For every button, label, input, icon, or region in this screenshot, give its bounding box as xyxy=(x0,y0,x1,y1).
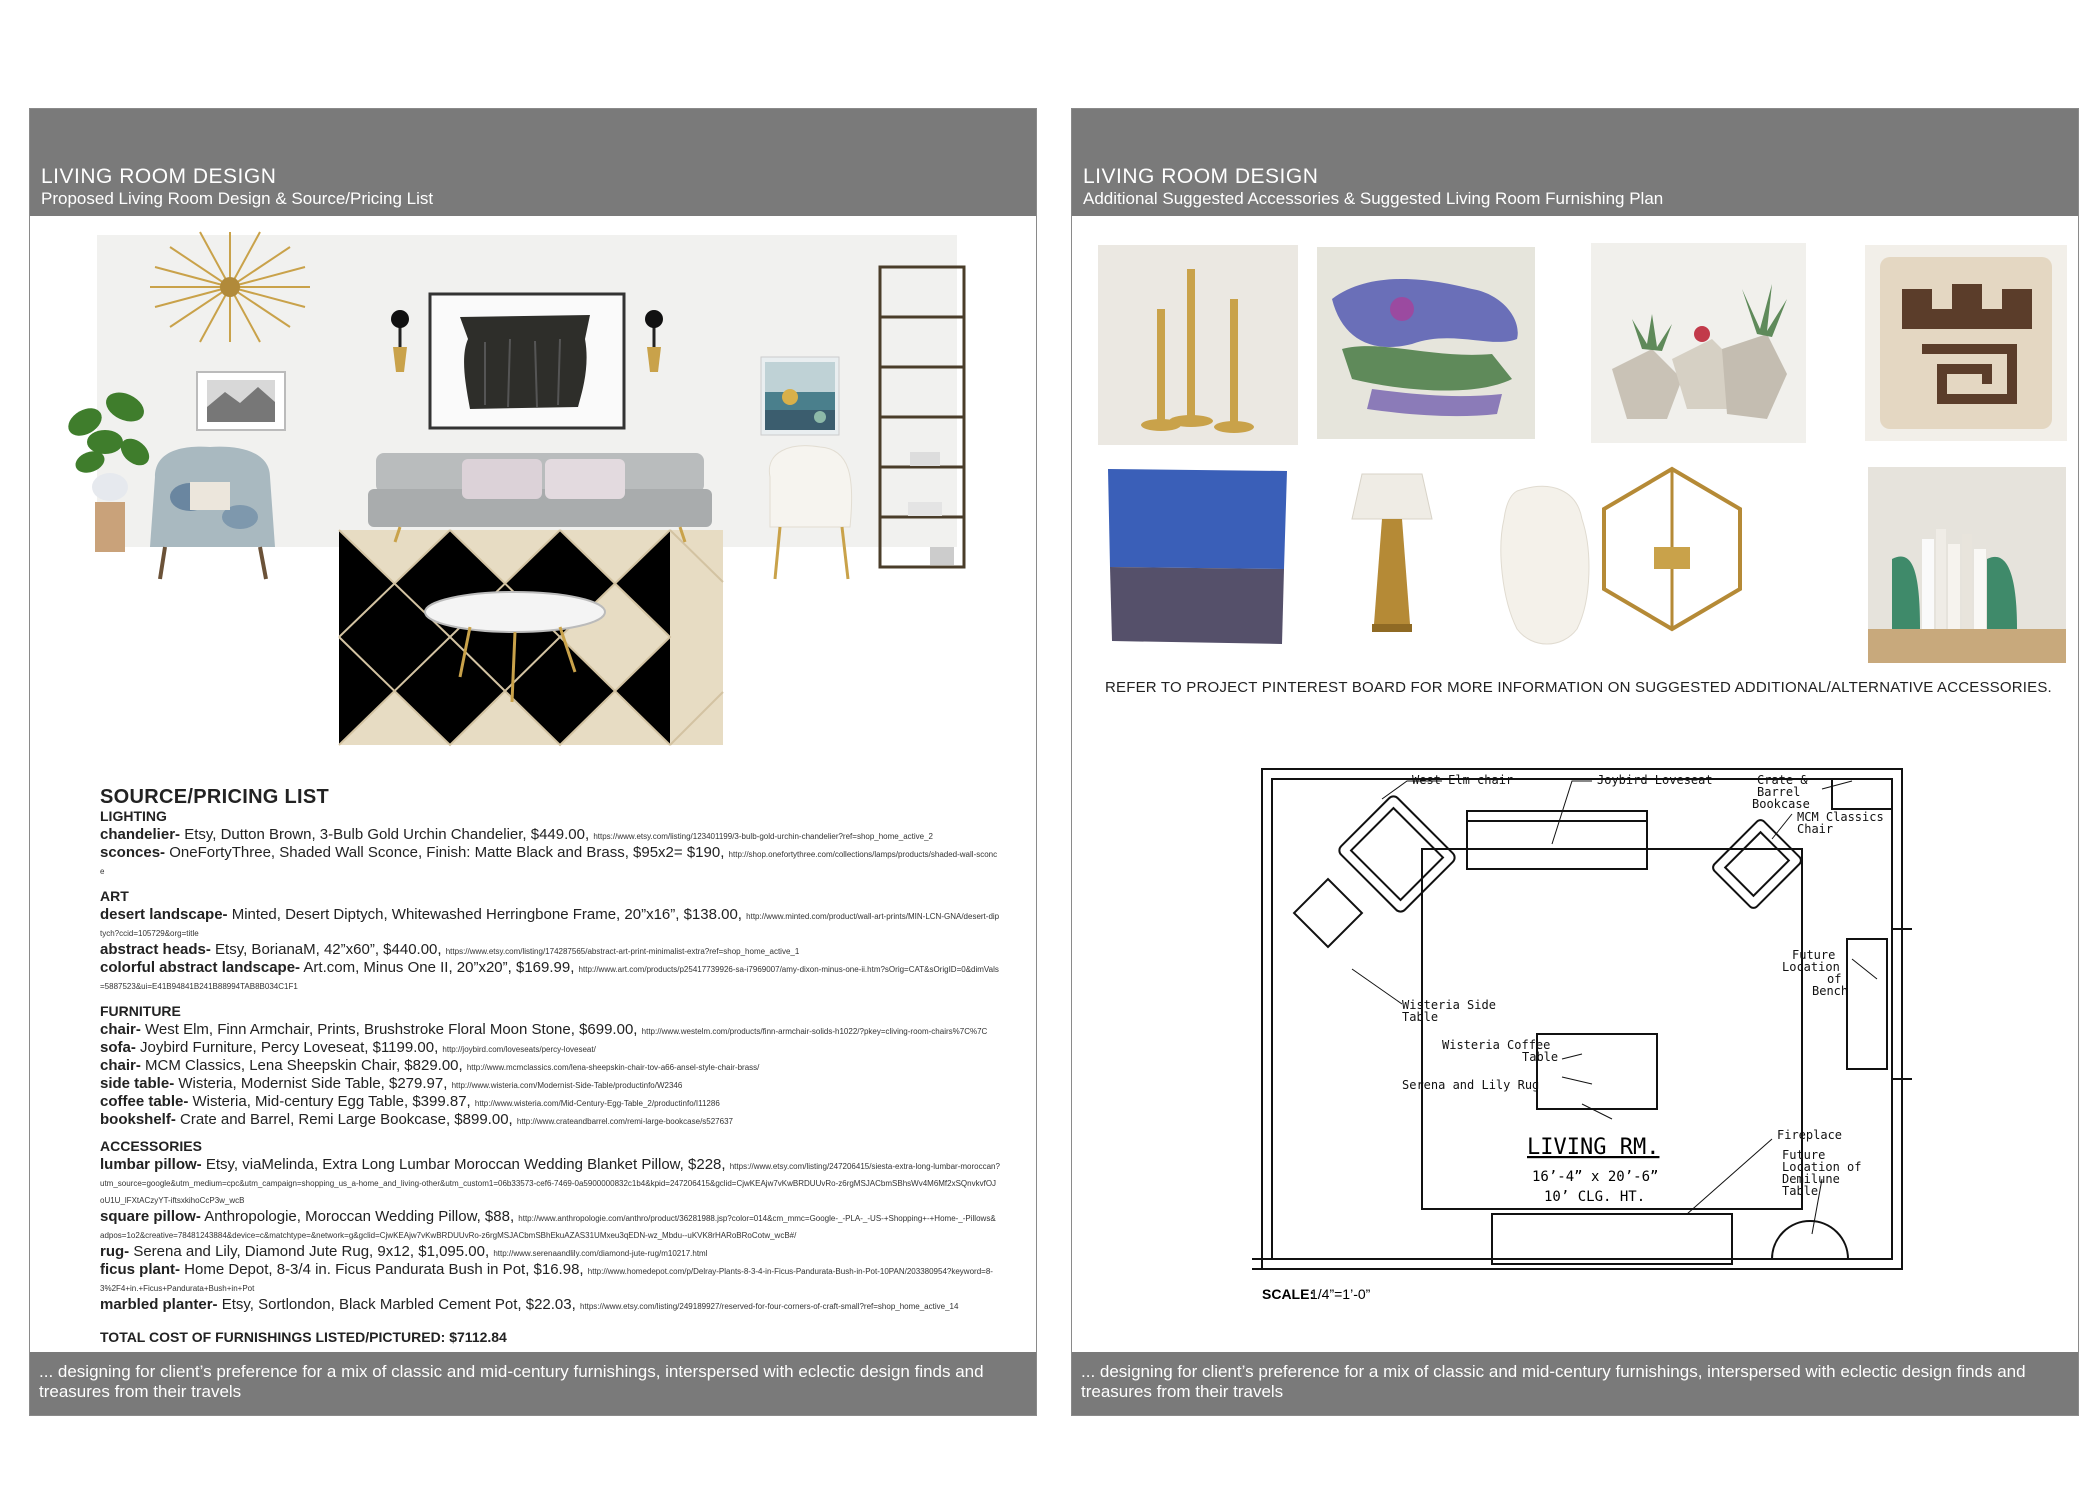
brass-wall-candle-holder-image xyxy=(1604,469,1740,629)
item-text: Etsy, BorianaM, 42”x60”, $440.00, xyxy=(210,941,442,958)
source-item xyxy=(100,959,1000,993)
brass-candlesticks-image xyxy=(1098,245,1298,445)
source-item xyxy=(100,826,1000,843)
agate-bookends-image xyxy=(1868,467,2066,663)
source-item xyxy=(100,844,1000,878)
item-url[interactable]: http://www.serenaandlily.com/diamond-jute-rug/m10217.html xyxy=(493,1249,708,1258)
accessories-grid xyxy=(1072,229,2079,779)
source-item xyxy=(100,1243,1000,1260)
item-label: ficus plant- xyxy=(100,1261,181,1278)
item-label: coffee table- xyxy=(100,1093,189,1110)
source-item xyxy=(100,1093,1000,1110)
item-label: sofa- xyxy=(100,1039,136,1056)
category-heading: LIGHTING xyxy=(100,808,167,824)
item-url[interactable]: http://www.crateandbarrel.com/remi-large-bookcase/s527637 xyxy=(516,1117,733,1126)
colorful-abstract-landscape-art xyxy=(761,357,839,435)
item-label: sconces- xyxy=(100,844,166,861)
item-text: MCM Classics, Lena Sheepskin Chair, $829.00, xyxy=(140,1057,463,1074)
item-url[interactable]: https://www.etsy.com/listing/123401199/3-bulb-gold-urchin-chandelier?ref=shop_home_active_2 xyxy=(593,832,933,841)
item-url[interactable]: https://www.etsy.com/listing/247206415/siesta-extra-long-lumbar-moroccan?utm_source=google&utm_medium=cpc&utm_campaign=shopping_us_a-home_and_living-other&utm_custom1=06b33573-cef6-7469-0a5900000832c1b4&kpid=247206415&gclid=CjwKEAjw7vKwBRDUUvRo-z6rgMSJACbmSBhsWv4M6Mf2xSQnvkvfOJoU1U_lFXtACzyYT-iftsxkihoCcP3w_wcB xyxy=(100,1162,1000,1205)
plan-label-coffee-table-2: Table xyxy=(1522,1050,1559,1064)
plan-label-rug: Serena and Lily Rug xyxy=(1402,1078,1540,1092)
item-label: chandelier- xyxy=(100,826,181,843)
item-url[interactable]: https://www.etsy.com/listing/249189927/reserved-for-four-corners-of-craft-small?ref=shop_home_active_14 xyxy=(579,1302,959,1311)
mcm-chair-outline xyxy=(1711,818,1803,910)
source-list-title: SOURCE/PRICING LIST xyxy=(100,786,330,808)
total-cost: TOTAL COST OF FURNISHINGS LISTED/PICTURED: $7112.84 xyxy=(100,1329,507,1345)
left-header-banner xyxy=(30,109,1036,216)
item-label: marbled planter- xyxy=(100,1296,218,1313)
left-footer-text: ... designing for client’s preference for a mix of classic and mid-century furnishings, interspersed with eclectic design finds and treasures from their travels xyxy=(39,1362,984,1401)
item-text: Minted, Desert Diptych, Whitewashed Herringbone Frame, 20”x16”, $138.00, xyxy=(227,906,742,923)
right-header-subtitle: Additional Suggested Accessories & Suggested Living Room Furnishing Plan xyxy=(1083,189,1664,208)
item-url[interactable]: http://www.anthropologie.com/anthro/product/36281988.jsp?color=014&cm_mmc=Google-_-PLA-_-US-+Shopping+-+Home-_-Pillows&adpos=1o2&creative=78481243884&device=c&matchtype=&network=g&gclid=CjwKEAjw7vKwBRDUUvRo-z6rgMSJACbmSBhEkuAZAS31UMxeu3qEDN-wz_Mbdu--uKVK8rHARoBRoCotw_wcB#/ xyxy=(100,1214,996,1240)
mood-board-collage xyxy=(30,227,1037,787)
plan-label-bookcase-2: Barrel xyxy=(1757,785,1801,799)
source-item xyxy=(100,1296,1000,1313)
pinterest-note: REFER TO PROJECT PINTEREST BOARD FOR MORE INFORMATION ON SUGGESTED ADDITIONAL/ALTERNATIVE ACCESSORIES. xyxy=(1105,679,2052,696)
item-label: bookshelf- xyxy=(100,1111,176,1128)
source-item xyxy=(100,1039,1000,1056)
abstract-heads-art xyxy=(430,294,624,428)
kilim-pillow-image xyxy=(1865,245,2067,441)
plan-label-side-table-2: Table xyxy=(1402,1010,1439,1024)
right-footer-text: ... designing for client’s preference for a mix of classic and mid-century furnishings, interspersed with eclectic design finds and treasures from their travels xyxy=(1081,1362,2026,1401)
item-url[interactable]: http://www.art.com/products/p25417739926-sa-i7969007/amy-dixon-minus-one-ii.htm?sOrig=CAT&sOrigID=0&dimVals=5887523&ui=E41B94841B241B88994TAB8B034C1F1 xyxy=(100,965,999,991)
item-url[interactable]: http://shop.onefortythree.com/collections/lamps/products/shaded-wall-sconce xyxy=(100,850,998,876)
plan-label-bench-1: Future xyxy=(1792,948,1836,962)
plan-label-demilune-3: Demilune xyxy=(1782,1172,1840,1186)
category-heading: FURNITURE xyxy=(100,1003,181,1019)
plan-label-mcm-1: MCM Classics xyxy=(1797,810,1884,824)
source-item xyxy=(100,1021,1000,1038)
item-text: Etsy, Dutton Brown, 3-Bulb Gold Urchin Chandelier, $449.00, xyxy=(180,826,590,843)
item-label: abstract heads- xyxy=(100,941,211,958)
west-elm-chair-outline xyxy=(1337,794,1457,914)
category-heading: ACCESSORIES xyxy=(100,1138,202,1154)
item-text: Joybird Furniture, Percy Loveseat, $1199.00, xyxy=(135,1039,439,1056)
plan-label-west-elm-chair: West Elm chair xyxy=(1412,773,1514,787)
item-label: chair- xyxy=(100,1021,141,1038)
source-item xyxy=(100,941,1000,958)
chandelier-image xyxy=(150,232,310,342)
plan-label-mcm-2: Chair xyxy=(1797,822,1834,836)
abstract-landscape-painting-image xyxy=(1317,247,1535,439)
side-table-outline xyxy=(1294,879,1362,947)
brass-table-lamp-image xyxy=(1352,474,1432,632)
plan-label-demilune-1: Future xyxy=(1782,1148,1826,1162)
item-url[interactable]: http://www.mcmclassics.com/lena-sheepskin-chair-tov-a66-ansel-style-chair-brass/ xyxy=(466,1063,760,1072)
room-name: LIVING RM. xyxy=(1527,1135,1660,1160)
source-item xyxy=(100,1208,1000,1242)
right-header-banner xyxy=(1072,109,2078,216)
item-url[interactable]: http://www.westelm.com/products/finn-armchair-solids-h1022/?pkey=cliving-room-chairs%7C%7C xyxy=(641,1027,988,1036)
plan-label-bookcase-3: Bookcase xyxy=(1752,797,1810,811)
plan-label-fireplace: Fireplace xyxy=(1777,1128,1843,1142)
plan-label-side-table-1: Wisteria Side xyxy=(1402,998,1496,1012)
blue-dip-dye-pillow-image xyxy=(1098,461,1298,651)
desert-landscape-art xyxy=(197,372,285,430)
plan-label-coffee-table-1: Wisteria Coffee xyxy=(1442,1038,1551,1052)
loveseat-outline xyxy=(1467,811,1647,869)
item-url[interactable]: http://www.minted.com/product/wall-art-prints/MIN-LCN-GNA/desert-diptych?ccid=105729&org=title xyxy=(100,912,1000,938)
source-item xyxy=(100,1057,1000,1074)
plan-label-demilune-4: Table xyxy=(1782,1184,1819,1198)
scale-value: 1/4”=1’-0” xyxy=(1310,1286,1371,1302)
demilune-outline xyxy=(1772,1221,1848,1259)
sheepskin-chair-image xyxy=(769,446,851,579)
item-url[interactable]: http://www.wisteria.com/Mid-Century-Egg-Table_2/productinfo/I11286 xyxy=(474,1099,720,1108)
source-item xyxy=(100,1261,1000,1295)
category-heading: ART xyxy=(100,888,129,904)
item-text: West Elm, Finn Armchair, Prints, Brushstroke Floral Moon Stone, $699.00, xyxy=(140,1021,638,1038)
plan-label-bench-4: Bench xyxy=(1812,984,1849,998)
item-text: Wisteria, Modernist Side Table, $279.97, xyxy=(174,1075,448,1092)
left-header-subtitle: Proposed Living Room Design & Source/Pricing List xyxy=(41,189,434,208)
geometric-planters-image xyxy=(1591,243,1806,443)
left-footer-banner xyxy=(30,1352,1036,1415)
scale-label: SCALE: xyxy=(1262,1286,1315,1302)
item-url[interactable]: http://www.wisteria.com/Modernist-Side-Table/productinfo/W2346 xyxy=(451,1081,683,1090)
item-label: side table- xyxy=(100,1075,175,1092)
ceiling-height: 10’ CLG. HT. xyxy=(1544,1189,1646,1205)
source-item xyxy=(100,1111,1000,1128)
left-header-title: LIVING ROOM DESIGN xyxy=(41,165,277,188)
item-text: Crate and Barrel, Remi Large Bookcase, $899.00, xyxy=(175,1111,513,1128)
item-label: lumbar pillow- xyxy=(100,1156,202,1173)
item-url[interactable]: http://joybird.com/loveseats/percy-loveseat/ xyxy=(442,1045,596,1054)
item-url[interactable]: https://www.etsy.com/listing/174287565/abstract-art-print-minimalist-extra?ref=shop_home_active_1 xyxy=(445,947,800,956)
right-page xyxy=(1071,108,2079,1416)
source-pricing-list xyxy=(100,786,1000,1346)
item-label: square pillow- xyxy=(100,1208,201,1225)
item-label: chair- xyxy=(100,1057,141,1074)
left-page xyxy=(29,108,1037,1416)
plan-label-bench-3: of xyxy=(1827,972,1842,986)
west-elm-armchair-image xyxy=(150,447,275,579)
item-text: Art.com, Minus One II, 20”x20”, $169.99, xyxy=(300,959,575,976)
source-item xyxy=(100,1075,1000,1092)
fireplace-outline xyxy=(1492,1214,1732,1264)
item-text: Home Depot, 8-3/4 in. Ficus Pandurata Bush in Pot, $16.98, xyxy=(180,1261,584,1278)
coffee-table-outline xyxy=(1537,1034,1657,1109)
plan-label-bench-2: Location xyxy=(1782,960,1840,974)
source-item xyxy=(100,1156,1000,1207)
item-text: Anthropologie, Moroccan Wedding Pillow, $88, xyxy=(200,1208,515,1225)
item-text: Wisteria, Mid-century Egg Table, $399.87, xyxy=(188,1093,471,1110)
room-dimensions: 16’-4” x 20’-6” xyxy=(1532,1169,1659,1185)
item-text: Etsy, viaMelinda, Extra Long Lumbar Moroccan Wedding Blanket Pillow, $228, xyxy=(201,1156,726,1173)
furnishing-floor-plan xyxy=(1252,759,1932,1319)
item-url[interactable]: http://www.homedepot.com/p/Delray-Plants-8-3-4-in-Ficus-Pandurata-Bush-in-Pot-10PAN/203380954?keyword=8-3%2F4+in.+Ficus+Pandurata+Bush+in+Pot xyxy=(100,1267,993,1293)
right-footer-banner xyxy=(1072,1352,2078,1415)
item-label: rug- xyxy=(100,1243,130,1260)
sheepskin-rug-image xyxy=(1501,486,1589,644)
source-item xyxy=(100,906,1000,940)
item-text: Serena and Lily, Diamond Jute Rug, 9x12, $1,095.00, xyxy=(129,1243,490,1260)
plan-label-demilune-2: Location of xyxy=(1782,1160,1862,1174)
item-label: colorful abstract landscape- xyxy=(100,959,301,976)
bench-location-outline xyxy=(1847,939,1887,1069)
jute-rug-image xyxy=(339,530,723,745)
item-label: desert landscape- xyxy=(100,906,228,923)
right-header-title: LIVING ROOM DESIGN xyxy=(1083,165,1319,188)
plan-label-bookcase-1: Crate & xyxy=(1757,773,1808,787)
plan-label-loveseat: Joybird Loveseat xyxy=(1597,773,1713,787)
item-text: Etsy, Sortlondon, Black Marbled Cement Pot, $22.03, xyxy=(217,1296,576,1313)
item-text: OneFortyThree, Shaded Wall Sconce, Finish: Matte Black and Brass, $95x2= $190, xyxy=(165,844,725,861)
